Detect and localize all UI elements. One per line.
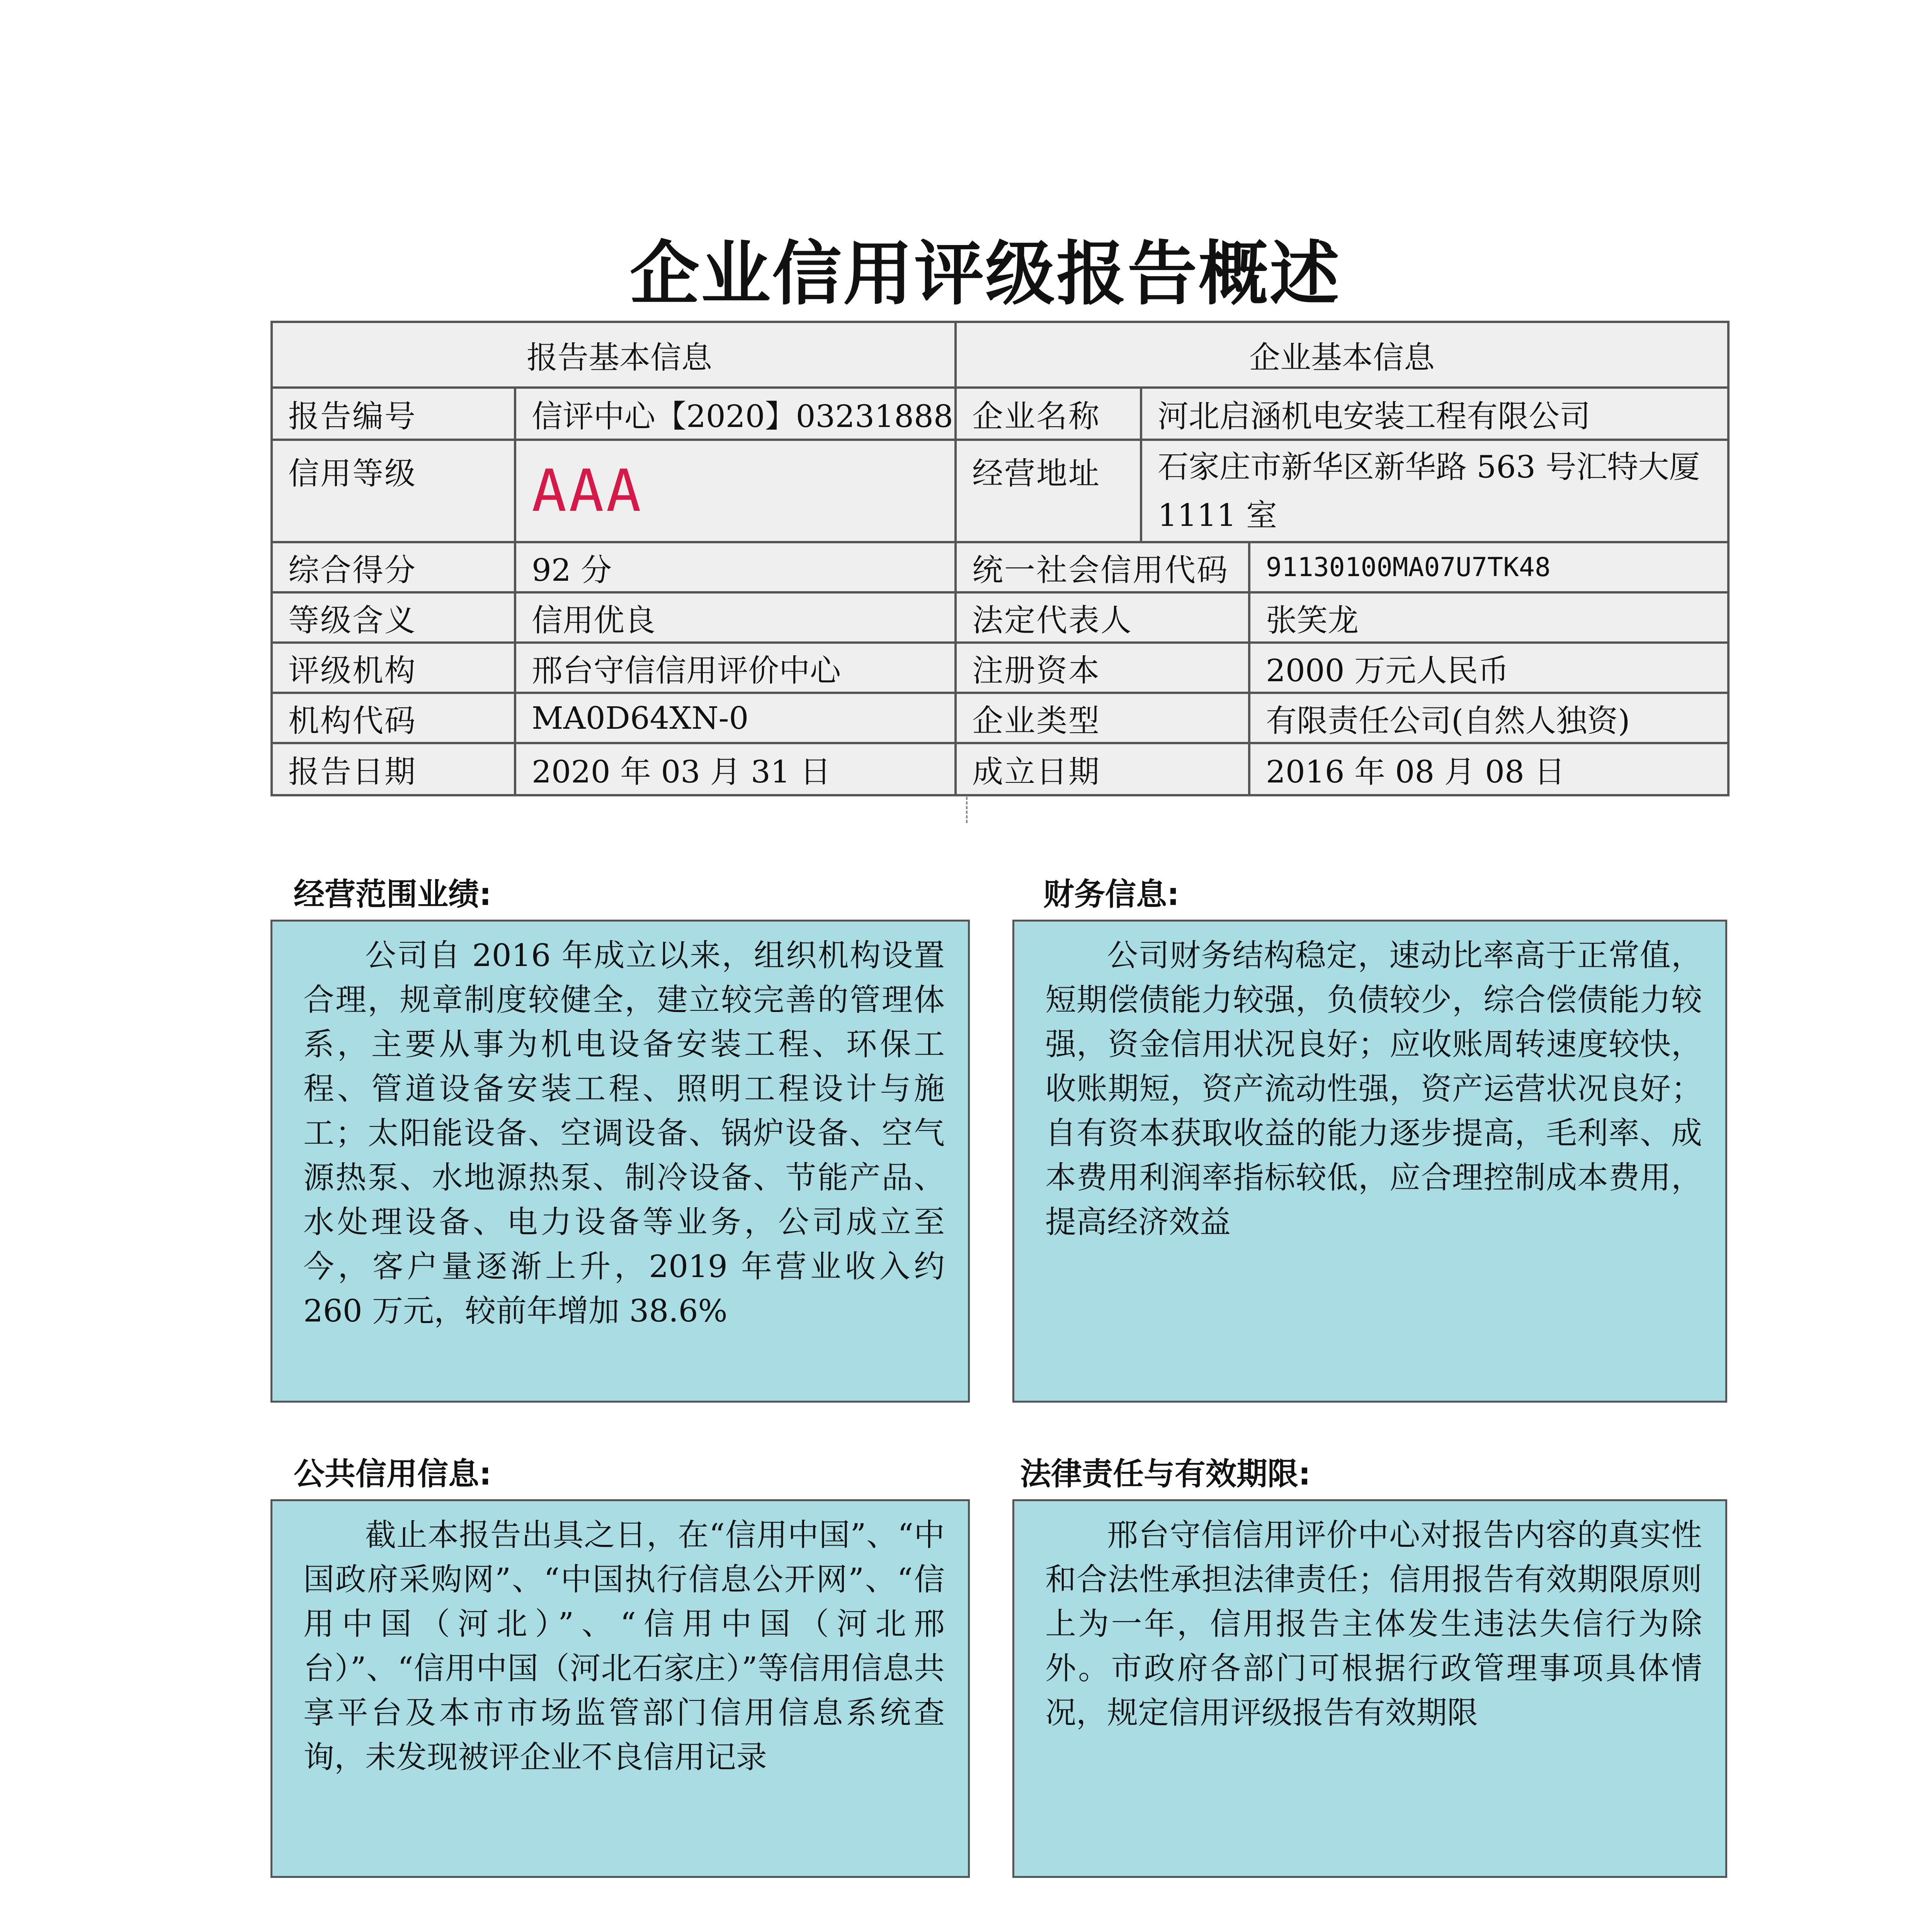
page-title: 企业信用评级报告概述 bbox=[629, 234, 1341, 315]
label-company-type: 企业类型 bbox=[956, 693, 1249, 743]
value-credit-grade bbox=[515, 440, 967, 542]
value-company-type: 有限责任公司(自然人独资) bbox=[1249, 693, 1728, 743]
value-legal-rep: 张笑龙 bbox=[1249, 592, 1728, 643]
value-address: 石家庄市新华区新华路 563 号汇特大厦 1111 室 bbox=[1141, 440, 1728, 542]
value-report-number: 信评中心【2020】03231888 bbox=[515, 388, 967, 440]
label-credit-grade: 信用等级 bbox=[272, 440, 515, 542]
finance-box bbox=[1012, 920, 1727, 1403]
public-credit-box bbox=[270, 1499, 970, 1878]
label-agency-code: 机构代码 bbox=[272, 693, 515, 743]
company-info-header: 企业基本信息 bbox=[956, 322, 1728, 388]
business-text: 公司自 2016 年成立以来，组织机构设置合理，规章制度较健全，建立较完善的管理体系，主要从事为机电设备安装工程、环保工程、管道设备安装工程、照明工程设计与施工；太阳能设备、空调设备、锅炉设备、空气源热泵、水地源热泵、制冷设备、节能产品、水处理设备、电力设备等业务，公司成立至今，客户量逐渐上升，2019 年营业收入约 260 万元，较前年增加 38.6% bbox=[303, 937, 945, 1329]
legal-text: 邢台守信信用评价中心对报告内容的真实性和合法性承担法律责任；信用报告有效期限原则上为一年，信用报告主体发生违法失信行为除外。市政府各部门可根据行政管理事项具体情况，规定信用评级报告有效期限 bbox=[1045, 1517, 1702, 1731]
label-report-number: 报告编号 bbox=[272, 388, 515, 440]
value-company-name: 河北启涵机电安装工程有限公司 bbox=[1141, 388, 1728, 440]
label-founded-date: 成立日期 bbox=[956, 743, 1249, 795]
label-address: 经营地址 bbox=[956, 440, 1141, 542]
report-info-header: 报告基本信息 bbox=[272, 322, 967, 388]
label-grade-meaning: 等级含义 bbox=[272, 592, 515, 643]
credit-grade: AAA bbox=[532, 457, 643, 525]
value-report-date: 2020 年 03 月 31 日 bbox=[515, 743, 967, 795]
value-registered-capital: 2000 万元人民币 bbox=[1249, 643, 1728, 693]
label-registered-capital: 注册资本 bbox=[956, 643, 1249, 693]
label-legal-rep: 法定代表人 bbox=[956, 592, 1249, 643]
legal-box bbox=[1012, 1499, 1727, 1878]
value-agency-code: MA0D64XN-0 bbox=[515, 693, 967, 743]
finance-text: 公司财务结构稳定，速动比率高于正常值，短期偿债能力较强，负债较少，综合偿债能力较强，资金信用状况良好；应收账周转速度较快，收账期短，资产流动性强，资产运营状况良好；自有资本获取收益的能力逐步提高，毛利率、成本费用利润率指标较低，应合理控制成本费用，提高经济效益 bbox=[1045, 937, 1702, 1240]
value-founded-date: 2016 年 08 月 08 日 bbox=[1249, 743, 1728, 795]
label-report-date: 报告日期 bbox=[272, 743, 515, 795]
value-grade-meaning: 信用优良 bbox=[515, 592, 967, 643]
report-info-table bbox=[270, 321, 968, 796]
public-credit-heading: 公共信用信息: bbox=[294, 1456, 492, 1492]
company-info-table bbox=[954, 321, 1730, 796]
label-credit-code: 统一社会信用代码 bbox=[956, 542, 1249, 592]
value-credit-code: 91130100MA07U7TK48 bbox=[1249, 542, 1728, 592]
finance-heading: 财务信息: bbox=[1043, 876, 1179, 912]
value-rating-agency: 邢台守信信用评价中心 bbox=[515, 643, 967, 693]
business-box bbox=[270, 920, 970, 1403]
value-score: 92 分 bbox=[515, 542, 967, 592]
label-rating-agency: 评级机构 bbox=[272, 643, 515, 693]
label-company-name: 企业名称 bbox=[956, 388, 1141, 440]
label-score: 综合得分 bbox=[272, 542, 515, 592]
legal-heading: 法律责任与有效期限: bbox=[1020, 1456, 1311, 1492]
business-heading: 经营范围业绩: bbox=[294, 876, 492, 912]
public-credit-text: 截止本报告出具之日，在“信用中国”、“中国政府采购网”、“中国执行信息公开网”、“信用中国（河北）”、“信用中国（河北邢台）”、“信用中国（河北石家庄）”等信用信息共享平台及本市市场监管部门信用信息系统查询，未发现被评企业不良信用记录 bbox=[303, 1517, 945, 1775]
